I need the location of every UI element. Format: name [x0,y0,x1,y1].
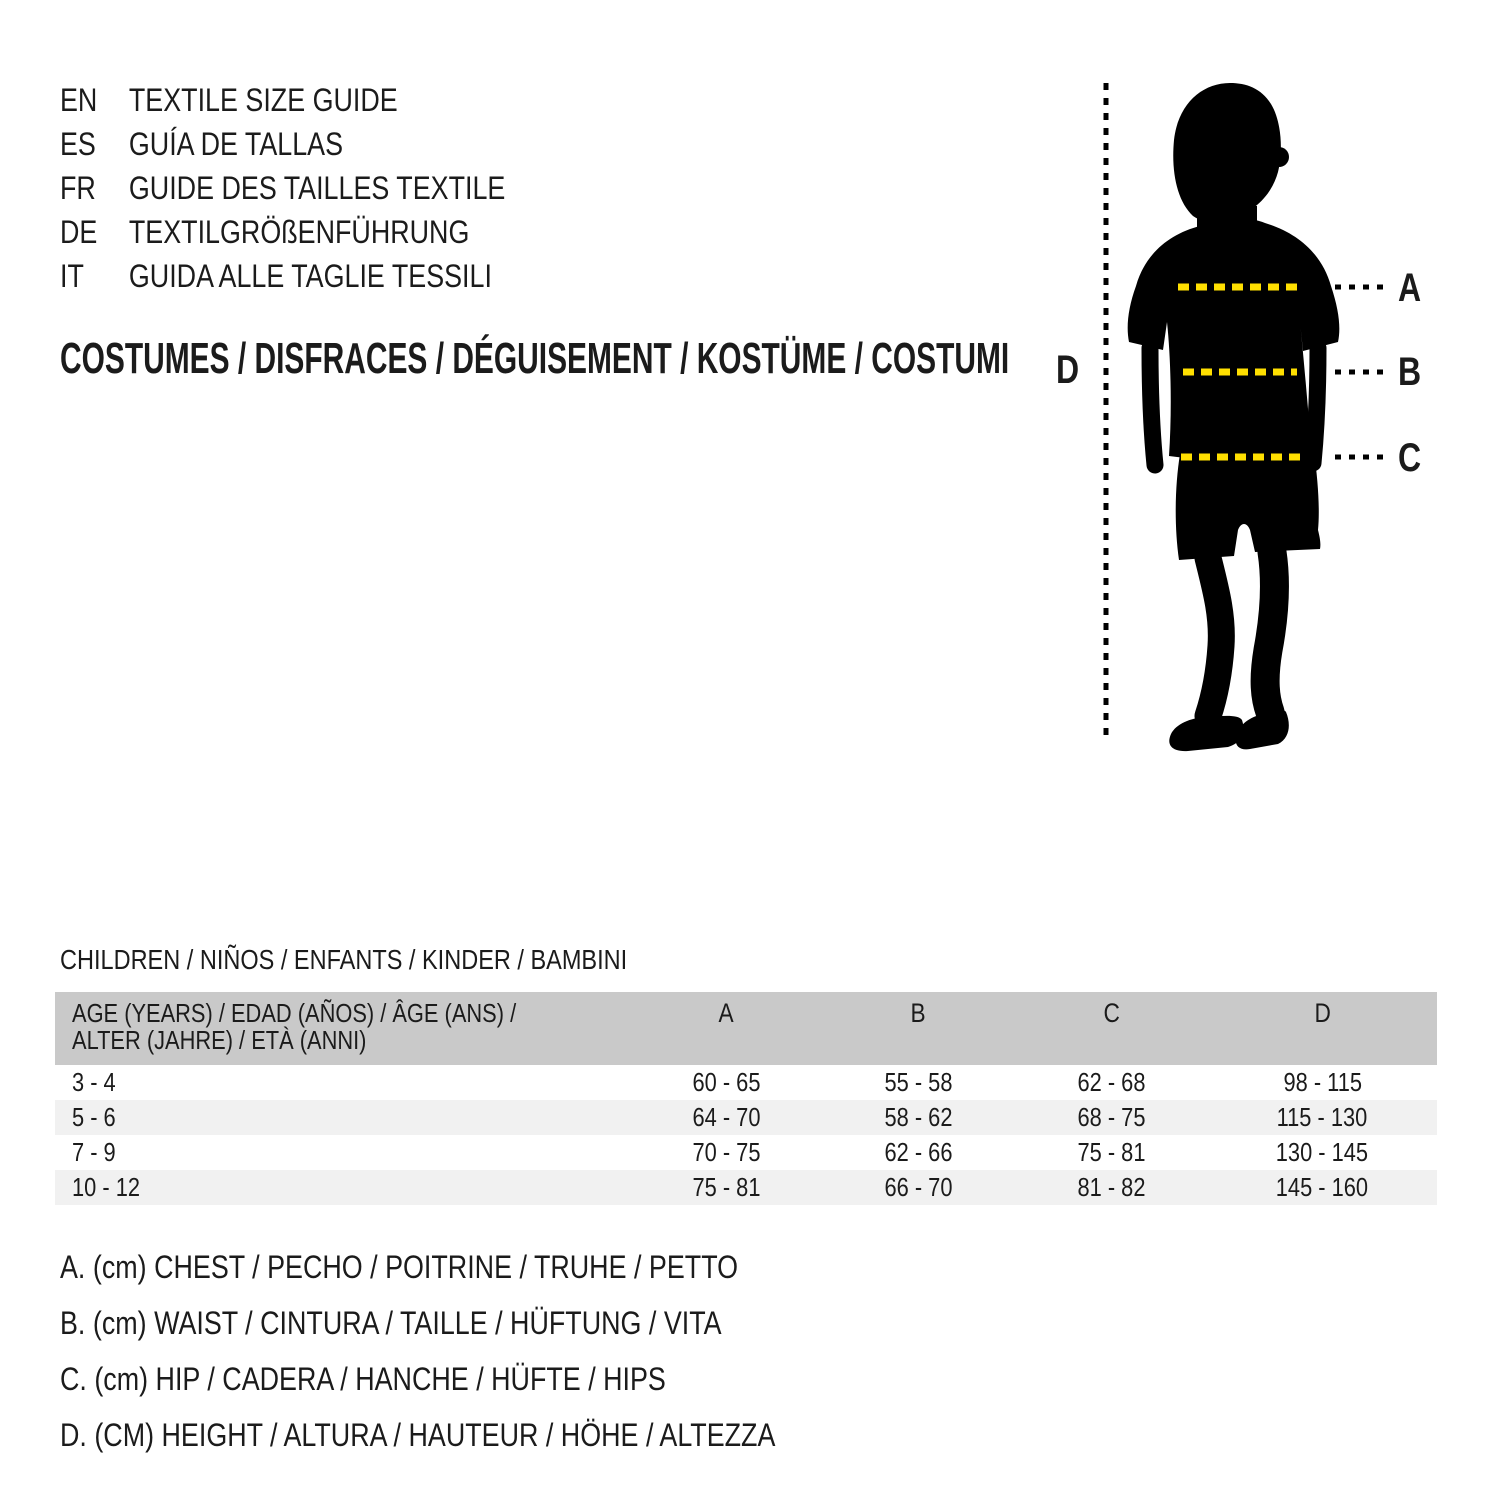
column-header-b: B [910,998,926,1028]
section-title-children [60,946,735,974]
table-row [55,1065,1437,1100]
age-header-line2: ALTER (JAHRE) / ETÀ (ANNI) [72,1025,367,1055]
hip-range-cell: 62 - 68 [1077,1067,1146,1097]
table-row [55,1100,1437,1135]
measurement-legend [60,1239,912,1463]
section-title-text: CHILDREN / NIÑOS / ENFANTS / KINDER / BAMBINI [60,944,628,975]
chest-label-a: A [1398,266,1422,310]
legend-height: D. (CM) HEIGHT / ALTURA / HAUTEUR / HÖHE / ALTEZZA [60,1417,776,1453]
chest-range-cell: 60 - 65 [692,1067,761,1097]
language-code: FR [60,170,96,206]
age-header-line1: AGE (YEARS) / EDAD (AÑOS) / ÂGE (ANS) / [72,998,517,1028]
language-code: EN [60,82,98,118]
height-range-cell: 145 - 160 [1276,1172,1369,1202]
chest-range-cell: 64 - 70 [692,1102,761,1132]
child-silhouette [1128,83,1340,751]
height-range-cell: 115 - 130 [1276,1102,1368,1132]
table-row [55,1170,1437,1205]
height-range-cell: 130 - 145 [1276,1137,1369,1167]
hip-range-cell: 75 - 81 [1077,1137,1146,1167]
language-code: DE [60,214,98,250]
column-header-d: D [1314,998,1331,1028]
language-label: GUIDA ALLE TAGLIE TESSILI [128,258,492,294]
language-row-it [60,254,505,298]
language-label: GUÍA DE TALLAS [128,126,344,162]
waist-range-cell: 58 - 62 [884,1102,953,1132]
waist-range-cell: 62 - 66 [884,1137,953,1167]
age-cell: 3 - 4 [72,1067,116,1097]
measurement-diagram [1050,60,1501,760]
height-label-d: D [1056,348,1080,392]
age-column-header [55,992,631,1065]
language-row-de [60,210,505,254]
column-header-a: A [718,998,734,1028]
language-label: TEXTILE SIZE GUIDE [128,82,398,118]
language-list [60,78,590,298]
language-label: GUIDE DES TAILLES TEXTILE [128,170,506,206]
category-title: COSTUMES / DISFRACES / DÉGUISEMENT / KOSTÜME / COSTUMI [60,334,1010,383]
language-row-es [60,122,505,166]
table-header-row [55,992,1437,1065]
language-row-fr [60,166,505,210]
age-cell: 10 - 12 [72,1172,141,1202]
language-row-en [60,78,505,122]
chest-range-cell: 70 - 75 [692,1137,761,1167]
children-size-table [55,992,1437,1205]
table-row [55,1135,1437,1170]
height-range-cell: 98 - 115 [1282,1067,1362,1097]
legend-waist: B. (cm) WAIST / CINTURA / TAILLE / HÜFTUNG / VITA [60,1305,722,1341]
hip-range-cell: 81 - 82 [1077,1172,1146,1202]
hip-label-c: C [1398,436,1422,480]
waist-range-cell: 66 - 70 [884,1172,953,1202]
child-silhouette-graphic [1050,60,1501,760]
age-cell: 5 - 6 [72,1102,116,1132]
age-cell: 7 - 9 [72,1137,116,1167]
language-code: IT [60,258,84,294]
column-header-c: C [1103,998,1120,1028]
legend-chest: A. (cm) CHEST / PECHO / POITRINE / TRUHE / PETTO [60,1249,739,1285]
language-code: ES [60,126,96,162]
chest-range-cell: 75 - 81 [692,1172,761,1202]
waist-range-cell: 55 - 58 [884,1067,953,1097]
waist-label-b: B [1398,350,1422,394]
legend-hip: C. (cm) HIP / CADERA / HANCHE / HÜFTE / HIPS [60,1361,666,1397]
hip-range-cell: 68 - 75 [1077,1102,1146,1132]
language-label: TEXTILGRÖßENFÜHRUNG [128,214,470,250]
